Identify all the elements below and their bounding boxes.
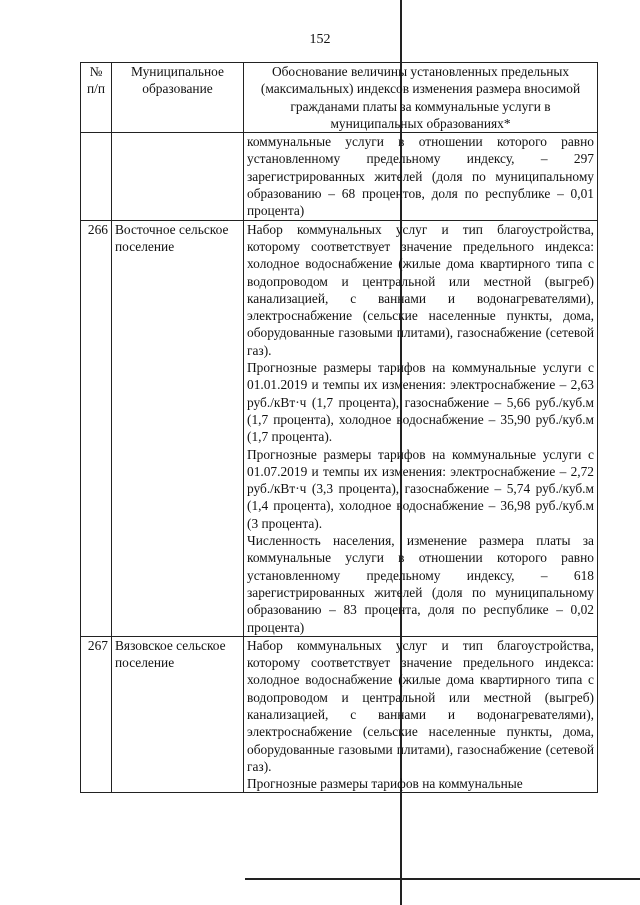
- row-municipality: [112, 133, 244, 220]
- table-row: [81, 133, 598, 220]
- header-justification: Обоснование величины установленных предельных (максимальных) индексов изменения размера вносимой гражданами платы за коммунальные услуги в муниципальных образованиях*: [244, 63, 598, 133]
- table-row: [81, 636, 598, 793]
- header-municipality: Муниципальное образование: [112, 63, 244, 133]
- table-row: [81, 220, 598, 636]
- row-number: [81, 133, 112, 220]
- row-justification: [244, 133, 598, 220]
- justification-paragraph: Прогнозные размеры тарифов на коммунальные услуги с 01.07.2019 и темпы их изменения: электроснабжение – 2,72 руб./кВт·ч (3,3 процента), газоснабжение – 5,74 руб./куб.м (1,4 процента), холодное водоснабжение – 36,98 руб./куб.м (3 процента).: [247, 446, 594, 531]
- page-number: 152: [309, 32, 331, 47]
- justification-paragraph: Прогнозные размеры тарифов на коммунальные услуги с 01.01.2019 и темпы их изменения: электроснабжение – 2,63 руб./кВт·ч (1,7 процента), газоснабжение – 5,66 руб./куб.м (1,7 процента), холодное водоснабжение – 35,90 руб./куб.м (1,7 процента).: [247, 360, 594, 445]
- row-number: 266: [81, 220, 112, 636]
- justification-paragraph: коммунальные услуги в отношении которого равно установленному предельному индексу, – 297 зарегистрированных жителей (доля по муниципальному образованию – 68 процентов, доля по республике – 0,01 процента): [247, 134, 594, 219]
- row-justification: [244, 220, 598, 636]
- justification-paragraph: Численность населения, изменение размера платы за коммунальные услуги в отношении которого равно установленному предельному индексу, – 618 зарегистрированных жителей (доля по муниципальному образованию – 83 процента, доля по республике – 0,02 процента): [247, 533, 594, 635]
- table-header-row: [81, 63, 598, 133]
- row-number: 267: [81, 636, 112, 793]
- tariff-table: [80, 62, 598, 793]
- row-municipality: Вязовское сельское поселение: [112, 636, 244, 793]
- row-municipality: Восточное сельское поселение: [112, 220, 244, 636]
- justification-paragraph: Прогнозные размеры тарифов на коммунальные: [247, 776, 523, 792]
- header-number: № п/п: [81, 63, 112, 133]
- row-justification: [244, 636, 598, 793]
- scan-artifact-horizontal-line: [245, 878, 640, 880]
- justification-paragraph: Набор коммунальных услуг и тип благоустройства, которому соответствует значение предельного индекса: холодное водоснабжение (жилые дома квартирного типа с водопроводом и центральной или местной (выгреб) канализацией, с ваннами и водонагревателями), электроснабжение (сельские населенные пункты, дома, оборудованные газовыми плитами), газоснабжение (сетевой газ).: [247, 221, 594, 358]
- justification-paragraph: Набор коммунальных услуг и тип благоустройства, которому соответствует значение предельного индекса: холодное водоснабжение (жилые дома квартирного типа с водопроводом и центральной или местной (выгреб) канализацией, с ваннами и водонагревателями), электроснабжение (сельские населенные пункты, дома, оборудованные газовыми плитами), газоснабжение (сетевой газ).: [247, 637, 594, 774]
